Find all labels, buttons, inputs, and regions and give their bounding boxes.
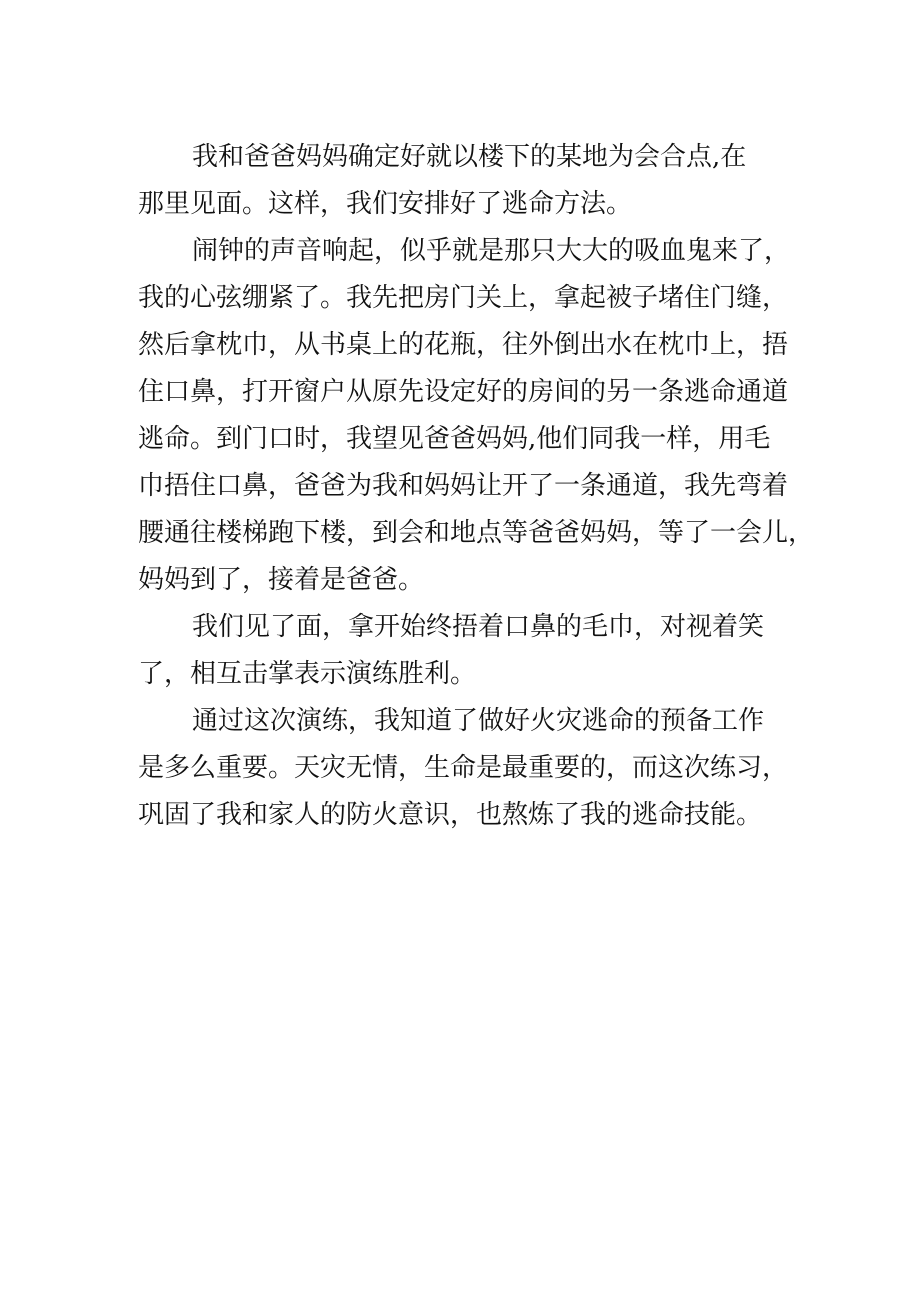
paragraph-line: 然后拿枕巾，从书桌上的花瓶，往外倒出水在枕巾上，捂: [138, 330, 789, 360]
paragraph-line: 我们见了面，拿开始终捂着口鼻的毛巾，对视着笑: [192, 612, 765, 642]
paragraph-line: 巩固了我和家人的防火意识，也熬炼了我的逃命技能。: [138, 800, 763, 830]
paragraph-line: 逃命。到门口时，我望见爸爸妈妈,他们同我一样，用毛: [138, 424, 771, 454]
paragraph-3: [138, 604, 788, 698]
paragraph-line: 通过这次演练，我知道了做好火灾逃命的预备工作: [192, 706, 765, 736]
paragraph-line: 住口鼻，打开窗户从原先设定好的房间的另一条逃命通道: [138, 377, 789, 407]
paragraph-line: 闹钟的声音响起，似乎就是那只大大的吸血鬼来了，: [192, 236, 791, 266]
paragraph-4: [138, 698, 788, 839]
paragraph-2: [138, 228, 815, 604]
paragraph-line: 腰通往楼梯跑下楼，到会和地点等爸爸妈妈，等了一会儿，: [138, 518, 815, 548]
paragraph-line: 巾捂住口鼻，爸爸为我和妈妈让开了一条通道，我先弯着: [138, 471, 789, 501]
paragraph-line: 我的心弦绷紧了。我先把房门关上，拿起被子堵住门缝，: [138, 283, 789, 313]
document-body: [138, 134, 815, 839]
paragraph-1: [138, 134, 788, 228]
paragraph-line: 妈妈到了，接着是爸爸。: [138, 565, 425, 595]
paragraph-line: 我和爸爸妈妈确定好就以楼下的某地为会合点,在: [192, 142, 747, 172]
paragraph-line: 那里见面。这样，我们安排好了逃命方法。: [138, 189, 633, 219]
paragraph-line: 是多么重要。天灾无情，生命是最重要的，而这次练习，: [138, 753, 789, 783]
paragraph-line: 了，相互击掌表示演练胜利。: [138, 659, 477, 689]
